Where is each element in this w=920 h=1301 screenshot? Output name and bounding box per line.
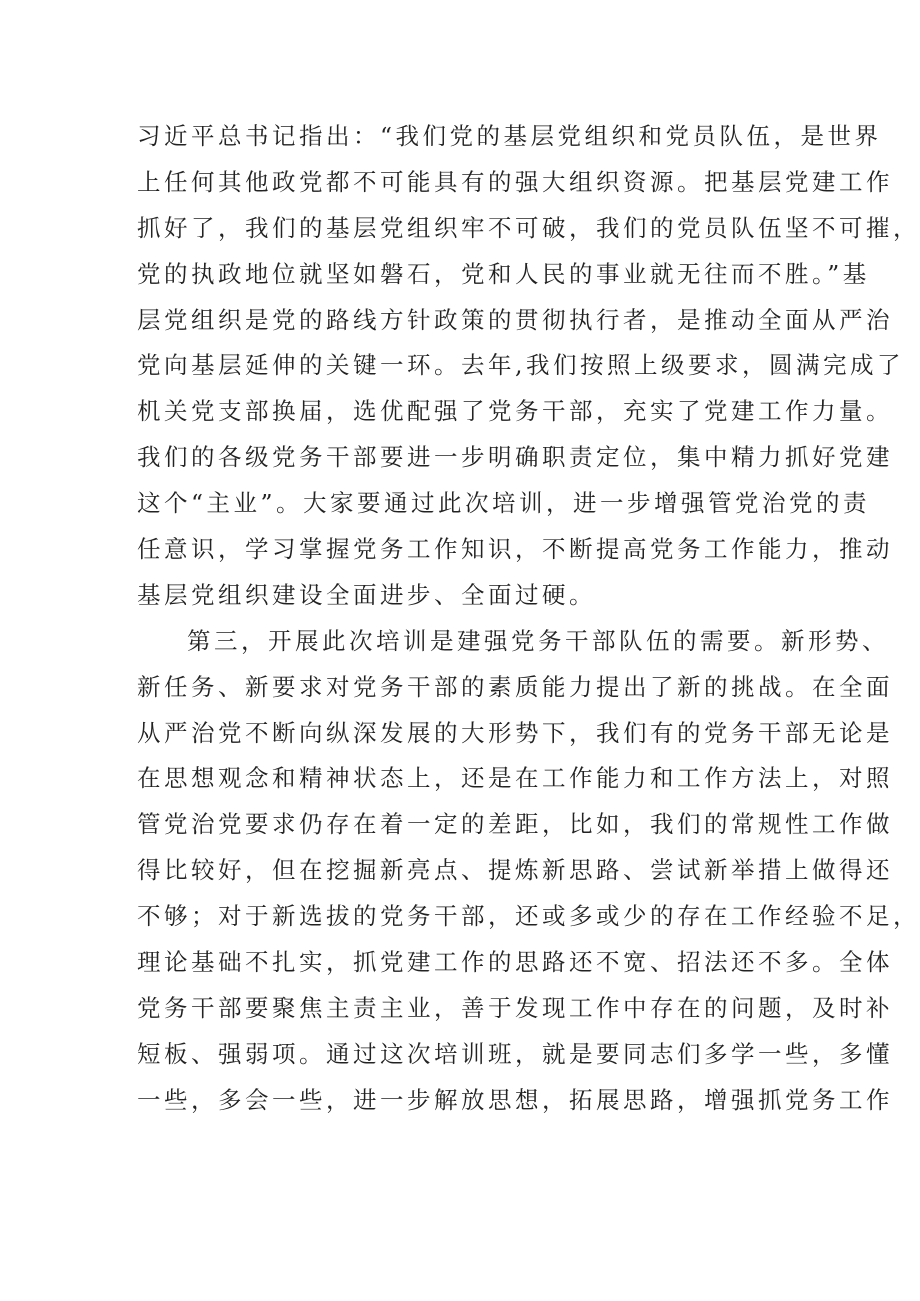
text-line: 党向基层延伸的关键一环。去年,我们按照上级要求，圆满完成了 [137, 351, 904, 380]
text-line: 层党组织是党的路线方针政策的贯彻执行者，是推动全面从严治 [137, 305, 893, 334]
text-line: 在思想观念和精神状态上，还是在工作能力和工作方法上，对照 [137, 764, 893, 793]
text-line: 得比较好，但在挖掘新亮点、提炼新思路、尝试新举措上做得还 [137, 856, 893, 885]
paragraph-1 [137, 114, 920, 619]
text-line: 理论基础不扎实，抓党建工作的思路还不宽、招法还不多。全体 [137, 948, 893, 977]
text-line: 这个“主业”。大家要通过此次培训，进一步增强管党治党的责 [137, 489, 871, 518]
text-line: 一些，多会一些，进一步解放思想，拓展思路，增强抓党务工作 [137, 1085, 893, 1114]
text-line-indented: 第三，开展此次培训是建强党务干部队伍的需要。新形势、 [187, 626, 889, 655]
text-line: 我们的各级党务干部要进一步明确职责定位，集中精力抓好党建 [137, 443, 893, 472]
text-line: 任意识，学习掌握党务工作知识，不断提高党务工作能力，推动 [137, 535, 893, 564]
document-body [137, 114, 920, 1124]
text-line: 不够；对于新选拔的党务干部，还或多或少的存在工作经验不足， [137, 902, 920, 931]
text-line: 党务干部要聚焦主责主业，善于发现工作中存在的问题，及时补 [137, 993, 893, 1022]
text-line: 管党治党要求仍存在着一定的差距，比如，我们的常规性工作做 [137, 810, 893, 839]
text-line: 短板、强弱项。通过这次培训班，就是要同志们多学一些，多懂 [137, 1039, 893, 1068]
text-line: 上任何其他政党都不可能具有的强大组织资源。把基层党建工作 [137, 167, 893, 196]
text-line: 从严治党不断向纵深发展的大形势下，我们有的党务干部无论是 [137, 718, 893, 747]
text-line: 党的执政地位就坚如磐石，党和人民的事业就无往而不胜。”基 [137, 259, 870, 288]
text-line: 抓好了，我们的基层党组织牢不可破，我们的党员队伍坚不可摧， [137, 213, 920, 242]
text-line: 新任务、新要求对党务干部的素质能力提出了新的挑战。在全面 [137, 672, 893, 701]
text-line: 习近平总书记指出：“我们党的基层党组织和党员队伍，是世界 [137, 122, 882, 150]
paragraph-2 [137, 619, 920, 1124]
text-line: 基层党组织建设全面进步、全面过硬。 [137, 580, 596, 609]
text-line: 机关党支部换届，选优配强了党务干部，充实了党建工作力量。 [137, 397, 893, 426]
